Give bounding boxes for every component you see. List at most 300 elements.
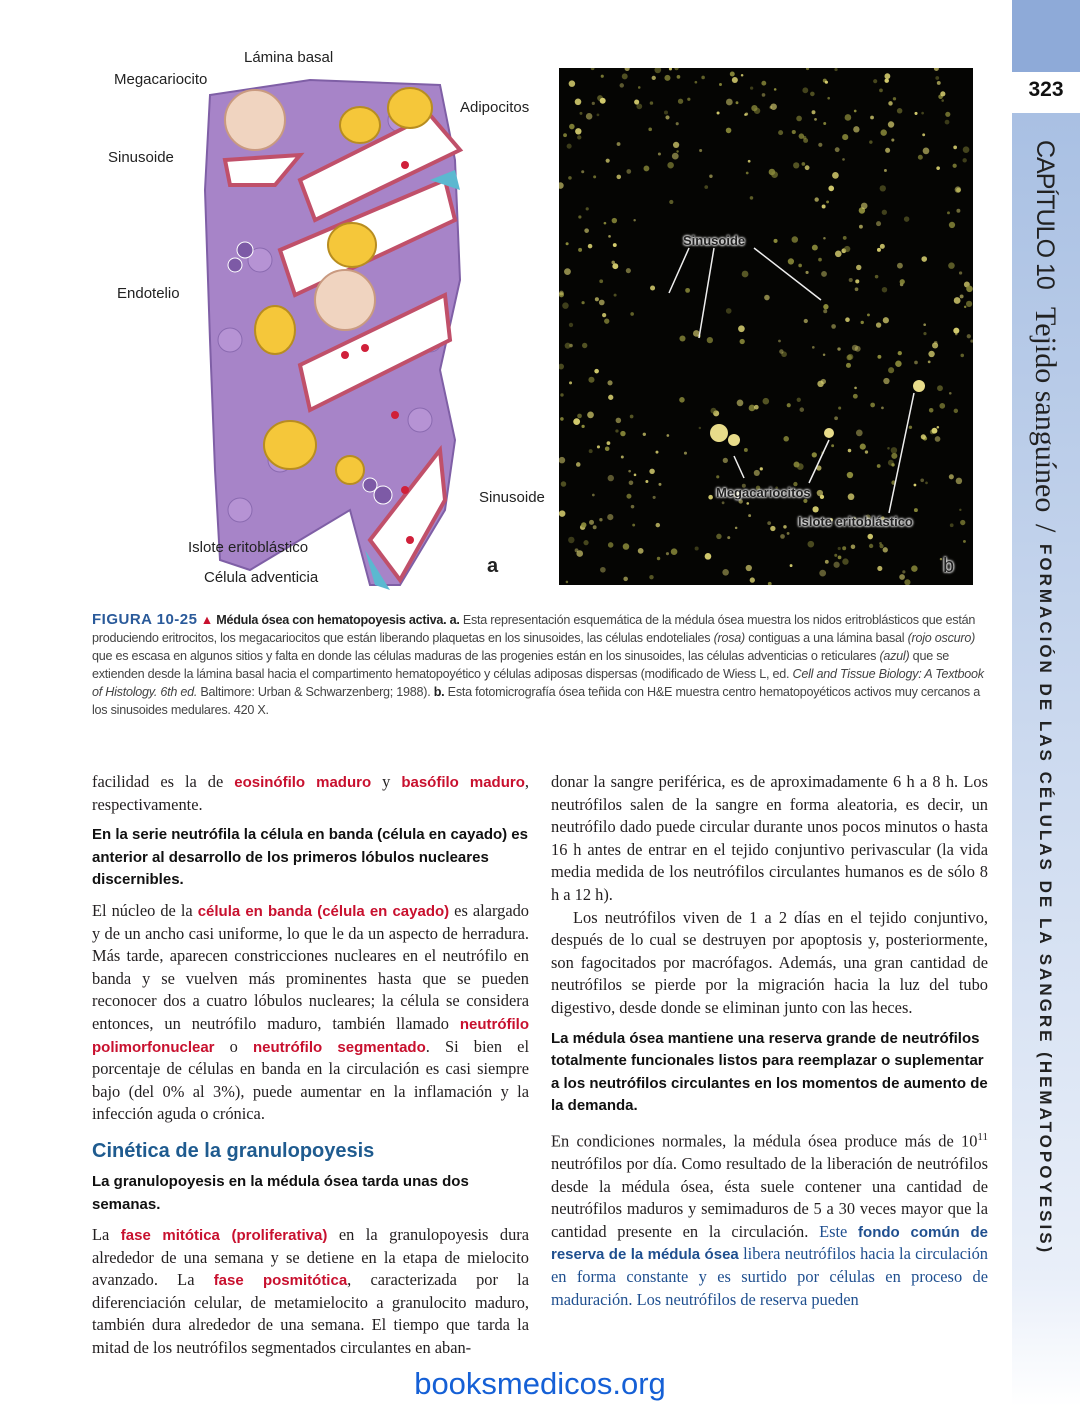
cell-dot — [802, 87, 808, 93]
cell-dot — [928, 351, 934, 357]
cell-dot — [821, 379, 826, 384]
cell-dot — [669, 200, 673, 204]
cell-dot — [960, 354, 964, 358]
text-run: La granulopoyesis en la médula ósea tarda unas dos semanas. — [92, 1172, 469, 1213]
cell-dot — [748, 514, 751, 517]
cell-dot — [792, 236, 799, 243]
cell-dot — [854, 110, 857, 113]
text-run: en la granulopoyesis dura alrededor de una semana y se detiene en la etapa de mielocito avanzado. La — [92, 1225, 529, 1290]
cell-dot — [583, 540, 588, 545]
cell-dot — [949, 392, 952, 395]
cell-dot — [950, 523, 954, 527]
paragraph — [551, 1126, 988, 1311]
cell-dot — [949, 474, 954, 479]
cell-dot — [814, 197, 818, 201]
cell-dot — [883, 547, 888, 552]
cell-dot — [845, 114, 852, 121]
cell-dot — [569, 381, 572, 384]
cell-dot — [812, 346, 815, 349]
cell-dot — [634, 474, 637, 477]
cell-dot — [742, 271, 749, 278]
cell-dot — [966, 286, 973, 293]
cell-dot — [658, 483, 661, 486]
cell-dot — [744, 448, 748, 452]
cell-dot — [937, 81, 941, 85]
cell-dot — [806, 68, 809, 70]
text-run: Este — [819, 1221, 859, 1241]
cell-dot — [888, 460, 894, 466]
cell-dot — [613, 243, 617, 247]
cell-dot — [769, 106, 772, 109]
cell-dot — [956, 209, 960, 213]
cell-dot — [847, 472, 853, 478]
text-run: La — [92, 1225, 121, 1245]
cell-dot — [628, 470, 631, 473]
cell-dot — [885, 148, 890, 153]
cell-dot — [823, 309, 827, 313]
cell-dot — [580, 112, 583, 115]
cell-dot — [869, 140, 872, 143]
cell-dot — [838, 556, 842, 560]
cell-dot — [748, 160, 751, 163]
cell-dot — [612, 263, 618, 269]
cell-dot — [576, 550, 583, 557]
text-run: o — [214, 1036, 254, 1056]
cell-dot — [867, 313, 870, 316]
cell-dot — [744, 113, 747, 116]
cell-dot — [587, 412, 594, 419]
cell-dot — [597, 445, 600, 448]
footer-watermark-link[interactable]: booksmedicos.org — [414, 1366, 666, 1401]
cell-dot — [559, 291, 564, 296]
text-run: 11 — [977, 1130, 988, 1143]
cell-dot — [842, 158, 845, 161]
cell-dot — [812, 506, 818, 512]
label-sinusoide-2: Sinusoide — [479, 489, 545, 506]
cell-dot — [763, 398, 770, 405]
cell-dot — [737, 400, 744, 407]
cell-dot — [835, 251, 842, 258]
cell-dot — [832, 172, 839, 179]
cell-dot — [884, 73, 890, 79]
cell-dot — [800, 407, 805, 412]
cell-dot — [855, 279, 859, 283]
cell-dot — [633, 219, 635, 221]
cell-dot — [964, 306, 966, 308]
cell-dot — [565, 343, 571, 349]
text-run: . Si bien el porcentaje de células en banda en la circulación es casi siempre bajo (del 0% al 3%), puede aumentar en la inflamación y la infección aguda o crónica. — [92, 1036, 530, 1124]
cell-dot — [814, 118, 817, 121]
cell-dot — [939, 403, 945, 409]
label-megacariocito: Megacariocito — [114, 71, 208, 88]
cell-dot — [860, 444, 866, 450]
cell-dot — [787, 403, 791, 407]
cell-dot — [577, 135, 581, 139]
cell-dot — [835, 147, 840, 152]
cell-dot — [704, 185, 708, 189]
cell-dot — [970, 339, 973, 342]
cell-dot — [880, 244, 885, 249]
cell-dot — [636, 103, 642, 109]
cell-dot — [883, 317, 889, 323]
cell-dot — [797, 463, 804, 470]
cell-dot — [940, 558, 942, 560]
cell-dot — [699, 427, 701, 429]
cell-dot — [923, 323, 926, 326]
cell-dot — [778, 340, 781, 343]
cell-dot — [569, 80, 576, 87]
cell-dot — [898, 351, 902, 355]
cell-dot — [956, 478, 962, 484]
cell-dot — [732, 77, 738, 83]
cell-dot — [953, 164, 957, 168]
text-run: , caracterizada por la diferenciación celular, de metamielocito a granulocito maduro, también dura alrededor de una semana. El tiempo que tarda la mitad de los neutrófilos segmentados circulantes en aban- — [92, 1270, 529, 1358]
cell-dot — [600, 98, 606, 104]
cell-dot — [760, 467, 763, 470]
cell-dot — [842, 558, 848, 564]
cell-dot — [929, 408, 934, 413]
cell-dot — [805, 271, 808, 274]
cell-dot — [741, 74, 744, 77]
cell-dot — [821, 271, 827, 277]
cell-dot — [959, 271, 962, 274]
cell-dot — [921, 434, 926, 439]
cell-dot — [960, 520, 965, 525]
cell-dot — [578, 248, 582, 252]
cell-dot — [586, 113, 593, 120]
cell-dot — [667, 162, 674, 169]
cell-dot — [672, 153, 679, 160]
cell-dot — [761, 81, 766, 86]
cell-dot — [827, 97, 830, 100]
cell-dot — [887, 447, 890, 450]
caption-title: Médula ósea con hematopoyesis activa. a. — [216, 613, 460, 627]
cell-dot — [717, 112, 720, 115]
cell-dot — [600, 567, 606, 573]
figure-number: FIGURA 10-25 — [92, 611, 198, 628]
cell-dot — [867, 534, 873, 540]
cell-dot — [820, 495, 824, 499]
cell-dot — [569, 124, 575, 130]
cell-dot — [664, 110, 668, 114]
cell-dot — [904, 216, 909, 221]
key-statement — [551, 1028, 988, 1118]
cell-dot — [798, 264, 802, 268]
cell-dot — [948, 262, 955, 269]
cell-dot — [588, 244, 593, 249]
cell-dot — [954, 409, 958, 413]
cell-dot — [911, 565, 917, 571]
cell-dot — [769, 169, 776, 176]
cell-dot — [630, 415, 634, 419]
cell-dot — [559, 510, 565, 517]
cell-dot — [783, 525, 786, 528]
cell-dot — [875, 275, 879, 279]
cell-dot — [626, 268, 631, 273]
cell-dot — [848, 493, 855, 500]
cell-dot — [834, 554, 837, 557]
page-number: 323 — [1028, 78, 1064, 101]
caption-text: que se extienden desde la lámina basal hacia el compartimento hematopoyético y células adiposas dispersas (modificado de Wiess L, ed. — [92, 649, 949, 681]
cell-dot — [780, 534, 785, 539]
cell-dot — [779, 349, 783, 353]
section-heading — [92, 1140, 529, 1163]
separator: / — [1029, 524, 1062, 533]
cell-dot — [876, 322, 881, 327]
cell-dot — [722, 569, 729, 576]
text-run: La médula ósea mantiene una reserva grande de neutrófilos totalmente funcionales listos para reemplazar o suplementar a los neutrófilos circulantes en los momentos de aumento de la demanda. — [551, 1029, 988, 1115]
text-run: En condiciones normales, la médula ósea produce más de 10 — [551, 1131, 978, 1151]
cell-dot — [770, 526, 775, 531]
cell-dot — [921, 112, 924, 115]
cell-dot — [834, 68, 837, 71]
bone-marrow-diagram — [100, 40, 550, 595]
cell-dot — [643, 433, 646, 436]
cell-dot — [823, 237, 826, 240]
cell-dot — [559, 182, 564, 189]
cell-dot — [855, 287, 859, 291]
cell-dot — [599, 300, 605, 306]
caption-text: que es escasa en algunos sitios y falta en donde las células maduras de las progenies están en los sinusoides, las células adventicias o reticulares — [92, 649, 880, 663]
cell-dot — [963, 146, 970, 153]
cell-dot — [823, 353, 826, 356]
micrograph-cells — [559, 68, 973, 585]
cell-dot — [623, 543, 630, 550]
cell-dot — [586, 207, 589, 210]
cell-dot — [738, 325, 745, 332]
cell-dot — [762, 93, 766, 97]
label-islote-eritoblastico-b: Islote eritoblástico — [798, 514, 913, 529]
cell-dot — [959, 509, 961, 511]
cell-dot — [861, 321, 864, 324]
cell-dot — [940, 91, 945, 96]
cell-dot — [884, 78, 888, 82]
cell-dot — [873, 79, 877, 83]
cell-dot — [877, 566, 882, 571]
cell-dot — [928, 360, 931, 363]
cell-dot — [562, 302, 568, 308]
cell-dot — [719, 83, 722, 86]
cell-dot — [591, 68, 595, 70]
cell-dot — [932, 428, 938, 434]
cell-dot — [667, 434, 670, 437]
cell-dot — [594, 369, 599, 374]
cell-dot — [684, 452, 687, 455]
label-megacariocitos: Megacariocitos — [716, 485, 811, 500]
cell-dot — [649, 469, 654, 474]
figure-caption — [92, 611, 990, 719]
cell-dot — [602, 313, 606, 317]
cell-dot — [654, 68, 661, 73]
cell-dot — [918, 155, 923, 160]
cell-dot — [727, 536, 730, 539]
cell-dot — [788, 258, 794, 264]
key-term: fase mitótica (proliferativa) — [120, 1227, 328, 1245]
cell-dot — [726, 128, 732, 134]
cell-dot — [967, 334, 971, 338]
cell-dot — [577, 414, 582, 419]
cell-dot — [909, 426, 912, 429]
cell-dot — [822, 205, 826, 209]
sidebar-tab — [1012, 0, 1080, 72]
figure-b-micrograph — [559, 68, 973, 585]
cell-dot — [674, 68, 678, 70]
cell-dot — [677, 75, 681, 79]
right-column — [551, 771, 988, 1311]
cell-dot — [861, 203, 868, 210]
cell-dot — [947, 211, 950, 214]
cell-dot — [578, 215, 581, 218]
cell-dot — [888, 121, 894, 127]
cell-dot — [623, 577, 628, 582]
cell-dot — [953, 146, 957, 150]
cell-dot — [736, 101, 739, 104]
cell-dot — [599, 518, 602, 521]
cell-dot — [849, 278, 853, 282]
cell-dot — [750, 577, 755, 582]
cell-dot — [650, 101, 653, 104]
text-run: Cinética de la granulopoyesis — [92, 1139, 375, 1162]
key-term: basófilo maduro — [401, 774, 525, 791]
cell-dot — [685, 288, 690, 293]
cell-dot — [845, 317, 850, 322]
cell-dot — [588, 377, 594, 383]
cell-dot — [893, 97, 896, 100]
cell-dot — [709, 175, 712, 178]
cell-dot — [687, 98, 690, 101]
cell-dot — [882, 210, 887, 215]
cell-dot — [638, 86, 641, 89]
cell-dot — [708, 495, 713, 500]
cell-dot — [630, 312, 634, 316]
section-title: FORMACIÓN DE LAS CÉLULAS DE LA SANGRE (HEMATOPOYESIS) — [1036, 544, 1055, 1256]
cell-dot — [631, 505, 635, 509]
cell-dot — [935, 436, 941, 442]
caption-part-b: b. — [433, 685, 445, 699]
cell-dot — [735, 527, 738, 530]
cell-dot — [856, 429, 863, 436]
cell-dot — [799, 133, 805, 139]
cell-dot — [790, 564, 793, 567]
cell-dot — [945, 120, 950, 125]
cell-dot — [679, 335, 685, 341]
cell-dot — [589, 449, 593, 453]
cell-dot — [934, 341, 937, 344]
cell-dot — [632, 524, 635, 527]
cell-dot — [582, 343, 587, 348]
cell-dot — [904, 579, 910, 585]
cell-dot — [650, 285, 655, 290]
cell-dot — [629, 480, 634, 485]
cell-dot — [607, 514, 613, 520]
cell-dot — [612, 218, 617, 223]
cell-dot — [818, 143, 822, 147]
cell-dot — [869, 544, 873, 548]
cell-dot — [597, 113, 600, 116]
cell-dot — [581, 170, 584, 173]
cell-dot — [854, 387, 857, 390]
cell-dot — [865, 450, 868, 453]
text-run: facilidad es la de — [92, 772, 235, 791]
cell-dot — [620, 83, 624, 87]
cell-dot — [607, 441, 611, 445]
cell-dot — [711, 408, 717, 414]
cell-dot — [823, 304, 828, 309]
cell-dot — [774, 239, 778, 243]
cell-dot — [559, 364, 564, 370]
cell-dot — [581, 425, 584, 428]
cell-dot — [601, 75, 604, 78]
cell-dot — [599, 279, 603, 283]
cell-dot — [831, 324, 836, 329]
cell-dot — [882, 287, 887, 292]
cell-dot — [626, 169, 631, 174]
cell-dot — [722, 501, 725, 504]
cell-dot — [699, 149, 702, 152]
cell-dot — [825, 81, 828, 84]
chapter-title: Tejido sanguíneo — [1029, 306, 1062, 513]
cell-dot — [754, 470, 760, 476]
paragraph — [92, 1224, 529, 1360]
cell-dot — [561, 481, 567, 487]
cell-dot — [754, 405, 759, 410]
cell-dot — [564, 268, 571, 275]
cell-dot — [669, 68, 672, 70]
cell-dot — [567, 144, 572, 149]
cell-dot — [846, 363, 851, 368]
cell-dot — [819, 570, 826, 577]
cell-dot — [914, 112, 917, 115]
label-lamina-basal: Lámina basal — [244, 49, 334, 66]
paragraph — [551, 907, 988, 1020]
label-adipocitos: Adipocitos — [460, 99, 530, 116]
text-run: Los neutrófilos viven de 1 a 2 días en el tejido conjuntivo, después de lo cual se destruyen por apoptosis y, posteriormente, son fagocitados por macrófagos. Además, una gran cantidad de neutrófilos se pierde por la migración hacia la luz del tubo digestivo, desde donde se eliminan junto con las heces. — [551, 907, 988, 1017]
cell-dot — [568, 537, 574, 543]
cell-dot — [802, 162, 806, 166]
cell-dot — [705, 553, 712, 560]
chapter-number: CAPÍTULO 10 — [1031, 140, 1059, 289]
caption-italic: (rojo oscuro) — [907, 631, 976, 645]
cell-dot — [793, 162, 799, 168]
cell-dot — [649, 575, 653, 579]
cell-dot — [716, 534, 721, 539]
cell-dot — [560, 417, 564, 421]
triangle-icon: ▲ — [200, 613, 213, 627]
cell-dot — [922, 133, 925, 136]
cell-dot — [876, 221, 881, 226]
cell-dot — [808, 541, 815, 548]
cell-dot — [750, 196, 754, 200]
cell-dot — [716, 475, 719, 478]
cell-dot — [966, 301, 972, 307]
cell-dot — [812, 452, 817, 457]
megakaryocyte — [913, 380, 925, 392]
caption-reference: Cell and Tissue Biology: A Textbook of Histology. 6th ed. — [92, 667, 984, 699]
cell-dot — [838, 547, 841, 550]
cell-dot — [804, 319, 808, 323]
text-run: neutrófilos por día. Como resultado de la liberación de neutrófilos desde la médula ósea, ésta suele contener una cantidad de neutrófilos maduros y semimaduros de 5 a 30 veces mayor que la cantidad presente en la circulación. — [551, 1153, 988, 1241]
cell-dot — [945, 112, 950, 117]
caption-text: Esta representación esquemática de la médula ósea muestra los nidos eritroblásticos que están produciendo eritrocitos, los megacariocitos que están liberando plaquetas en los sinusoides, las células endoteliales — [92, 613, 976, 645]
cell-dot — [870, 116, 874, 120]
cell-dot — [754, 108, 760, 114]
cell-dot — [581, 301, 584, 304]
cell-dot — [778, 130, 783, 135]
cell-dot — [937, 426, 940, 429]
cell-dot — [949, 222, 955, 228]
cell-dot — [593, 525, 597, 529]
cell-dot — [652, 76, 656, 80]
